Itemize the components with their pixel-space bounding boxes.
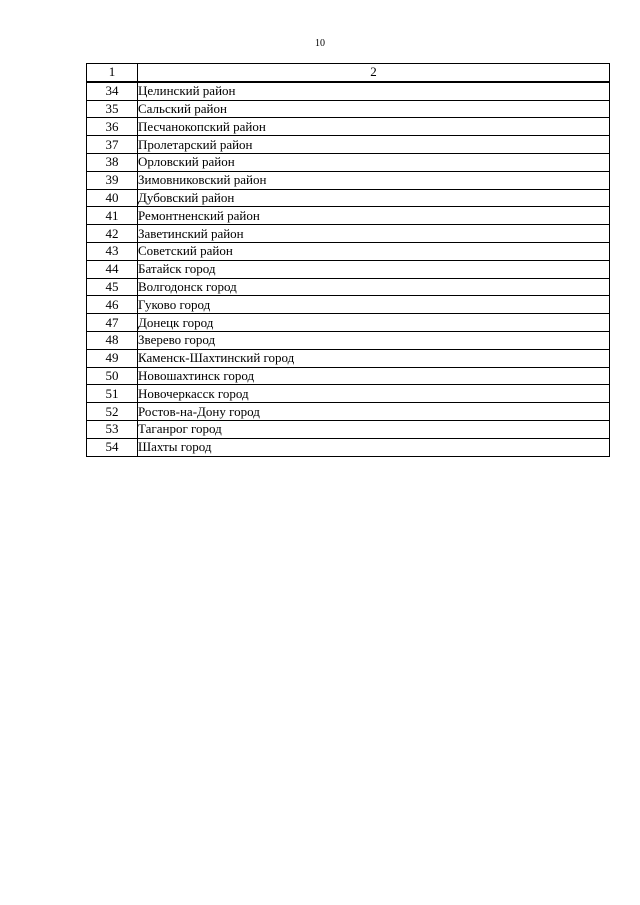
row-name-cell: Заветинский район: [138, 225, 610, 243]
row-number-cell: 53: [87, 420, 138, 438]
row-name-cell: Зверево город: [138, 331, 610, 349]
row-name-cell: Сальский район: [138, 100, 610, 118]
table-row: [87, 100, 610, 118]
table-row: [87, 136, 610, 154]
header-cell-col-1: 1: [87, 64, 138, 82]
table-row: [87, 331, 610, 349]
table-header-row: [87, 64, 610, 82]
table-row: [87, 153, 610, 171]
table-row: [87, 278, 610, 296]
row-number-cell: 47: [87, 314, 138, 332]
row-number-cell: 43: [87, 242, 138, 260]
table-row: [87, 82, 610, 100]
table-row: [87, 260, 610, 278]
table-row: [87, 349, 610, 367]
row-number-cell: 52: [87, 403, 138, 421]
row-name-cell: Батайск город: [138, 260, 610, 278]
row-name-cell: Новочеркасск город: [138, 385, 610, 403]
row-name-cell: Ростов-на-Дону город: [138, 403, 610, 421]
row-number-cell: 44: [87, 260, 138, 278]
row-number-cell: 39: [87, 171, 138, 189]
row-number-cell: 40: [87, 189, 138, 207]
row-number-cell: 45: [87, 278, 138, 296]
row-name-cell: Гуково город: [138, 296, 610, 314]
row-number-cell: 49: [87, 349, 138, 367]
row-number-cell: 36: [87, 118, 138, 136]
row-number-cell: 51: [87, 385, 138, 403]
table-row: [87, 189, 610, 207]
row-name-cell: Донецк город: [138, 314, 610, 332]
row-number-cell: 34: [87, 82, 138, 100]
row-name-cell: Дубовский район: [138, 189, 610, 207]
header-cell-col-2: 2: [138, 64, 610, 82]
row-name-cell: Ремонтненский район: [138, 207, 610, 225]
table-body: [87, 64, 610, 457]
table-row: [87, 314, 610, 332]
row-name-cell: Целинский район: [138, 82, 610, 100]
row-number-cell: 42: [87, 225, 138, 243]
table-row: [87, 171, 610, 189]
row-name-cell: Орловский район: [138, 153, 610, 171]
row-name-cell: Новошахтинск город: [138, 367, 610, 385]
row-name-cell: Зимовниковский район: [138, 171, 610, 189]
row-name-cell: Советский район: [138, 242, 610, 260]
table-row: [87, 438, 610, 456]
row-name-cell: Песчанокопский район: [138, 118, 610, 136]
district-table: [86, 63, 610, 457]
page-number: 10: [315, 38, 325, 49]
row-name-cell: Шахты город: [138, 438, 610, 456]
row-name-cell: Таганрог город: [138, 420, 610, 438]
table-row: [87, 207, 610, 225]
row-number-cell: 46: [87, 296, 138, 314]
table-row: [87, 403, 610, 421]
row-number-cell: 41: [87, 207, 138, 225]
row-number-cell: 37: [87, 136, 138, 154]
table-row: [87, 225, 610, 243]
row-number-cell: 48: [87, 331, 138, 349]
row-number-cell: 50: [87, 367, 138, 385]
table-row: [87, 242, 610, 260]
table-row: [87, 296, 610, 314]
row-name-cell: Пролетарский район: [138, 136, 610, 154]
row-number-cell: 38: [87, 153, 138, 171]
row-name-cell: Волгодонск город: [138, 278, 610, 296]
table-row: [87, 118, 610, 136]
row-number-cell: 35: [87, 100, 138, 118]
table-row: [87, 367, 610, 385]
row-name-cell: Каменск-Шахтинский город: [138, 349, 610, 367]
table-row: [87, 385, 610, 403]
table-row: [87, 420, 610, 438]
row-number-cell: 54: [87, 438, 138, 456]
